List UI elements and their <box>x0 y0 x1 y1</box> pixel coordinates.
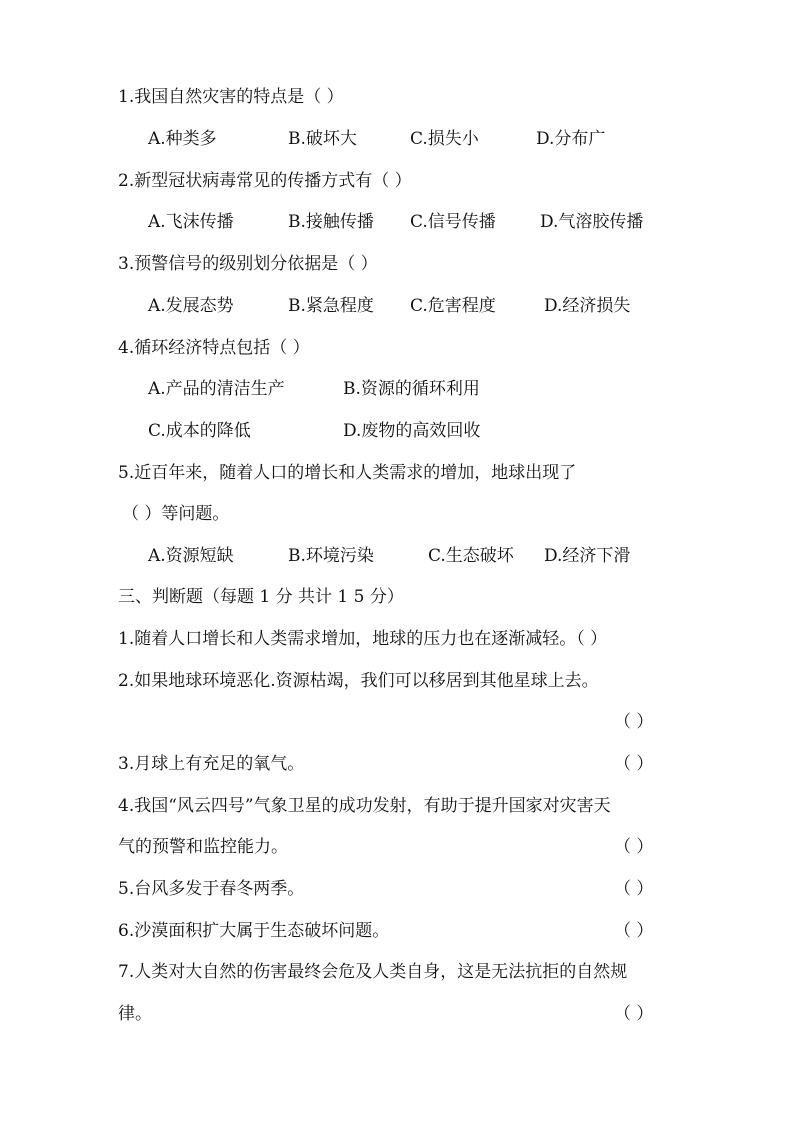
choice-q3-stem: 3.预警信号的级别划分依据是（ ） <box>118 254 378 274</box>
judge-q4-answer-blank: （ ） <box>614 837 654 857</box>
choice-q4-stem: 4.循环经济特点包括（ ） <box>118 338 310 358</box>
judge-q7-line1: 7.人类对大自然的伤害最终会危及人类自身，这是无法抗拒的自然规 <box>118 962 628 982</box>
judge-q5: 5.台风多发于春冬两季。 <box>118 879 305 899</box>
choice-q2-stem: 2.新型冠状病毒常见的传播方式有（ ） <box>118 171 412 191</box>
choice-q3-option-b: B.紧急程度 <box>288 296 374 316</box>
choice-q2-option-c: C.信号传播 <box>410 212 496 232</box>
judge-q7-line2: 律。 <box>118 1004 152 1024</box>
choice-q4-option-c: C.成本的降低 <box>148 421 251 441</box>
judge-q1: 1.随着人口增长和人类需求增加，地球的压力也在逐渐减轻。（ ） <box>118 629 608 649</box>
judge-q7-answer-blank: （ ） <box>614 1004 654 1024</box>
judge-q2: 2.如果地球环境恶化.资源枯竭，我们可以移居到其他星球上去。 <box>118 671 599 691</box>
judge-q6-answer-blank: （ ） <box>614 921 654 941</box>
choice-q2-option-a: A.飞沫传播 <box>148 212 234 232</box>
choice-q5-option-b: B.环境污染 <box>288 546 374 566</box>
choice-q3-option-c: C.危害程度 <box>410 296 496 316</box>
choice-q4-option-d: D.废物的高效回收 <box>343 421 481 441</box>
choice-q5-option-a: A.资源短缺 <box>148 546 234 566</box>
section-title-judgement: 三、判断题（每题 1 分 共计 1 5 分） <box>118 587 404 607</box>
judge-q6: 6.沙漠面积扩大属于生态破坏问题。 <box>118 921 390 941</box>
judge-q5-answer-blank: （ ） <box>614 879 654 899</box>
choice-q5-option-c: C.生态破坏 <box>428 546 514 566</box>
choice-q3-option-a: A.发展态势 <box>148 296 234 316</box>
choice-q5-option-d: D.经济下滑 <box>544 546 631 566</box>
choice-q2-option-b: B.接触传播 <box>288 212 374 232</box>
choice-q1-option-a: A.种类多 <box>148 129 217 149</box>
judge-q2-answer-blank: （ ） <box>614 712 654 732</box>
choice-q2-option-d: D.气溶胶传播 <box>540 212 644 232</box>
judge-q3-answer-blank: （ ） <box>614 754 654 774</box>
choice-q3-option-d: D.经济损失 <box>544 296 631 316</box>
choice-q4-option-b: B.资源的循环利用 <box>343 379 480 399</box>
choice-q1-option-c: C.损失小 <box>410 129 479 149</box>
judge-q4-line1: 4.我国“风云四号”气象卫星的成功发射，有助于提升国家对灾害天 <box>118 796 611 816</box>
choice-q1-stem: 1.我国自然灾害的特点是（ ） <box>118 87 344 107</box>
judge-q4-line2: 气的预警和监控能力。 <box>118 837 288 857</box>
choice-q5-stem-line2: （ ）等问题。 <box>122 504 230 524</box>
choice-q1-option-d: D.分布广 <box>536 129 606 149</box>
choice-q1-option-b: B.破坏大 <box>288 129 357 149</box>
choice-q5-stem-line1: 5.近百年来，随着人口的增长和人类需求的增加，地球出现了 <box>118 463 577 483</box>
judge-q3: 3.月球上有充足的氧气。 <box>118 754 305 774</box>
choice-q4-option-a: A.产品的清洁生产 <box>148 379 285 399</box>
